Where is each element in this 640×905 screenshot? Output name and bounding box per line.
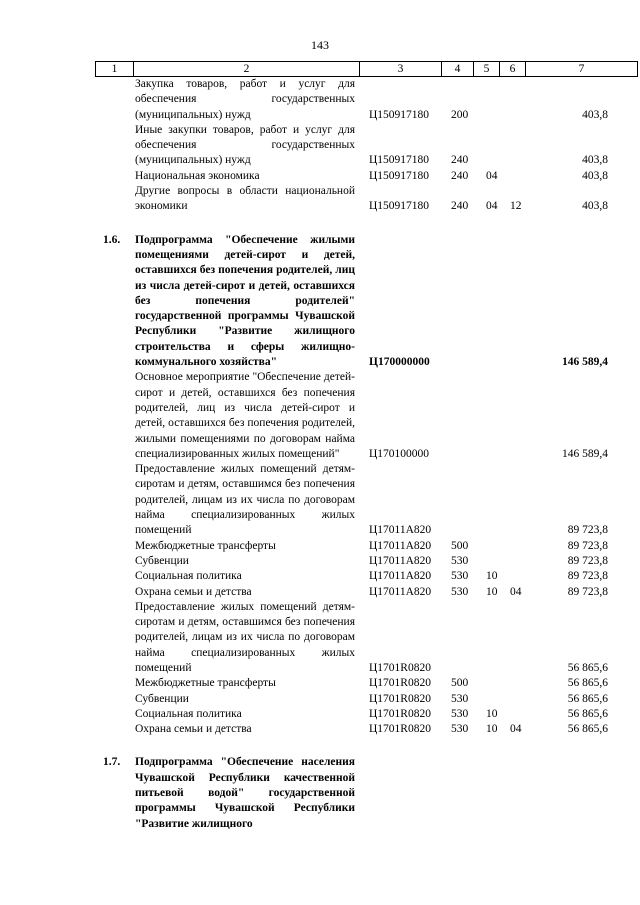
row-amount: 56 865,6 — [567, 661, 608, 674]
row-name: Межбюджетные трансферты — [135, 539, 276, 552]
row-target-code: Ц17011А820 — [369, 524, 432, 537]
table-row — [0, 554, 640, 569]
row-amount: 56 865,6 — [567, 723, 608, 736]
row-name: Социальная политика — [135, 570, 242, 583]
row-amount: 56 865,6 — [567, 677, 608, 690]
table-row — [0, 722, 640, 737]
row-name: Предоставление жилых помещений детям-сиротам и детям, оставшимся без попечения родителей, лицам из их числа по договорам найма специализированных жилых помещений — [135, 463, 355, 537]
row-spacer — [0, 215, 640, 233]
row-name: Подпрограмма "Обеспечение жилыми помещениями детей-сирот и детей, оставшихся без попечения родителей, лиц из числа детей-сирот и детей, оставшихся без попечения родителей" государственной программы Чувашской Республики "Развитие жилищного строительства и сферы жилищно-коммунального хозяйства" — [135, 233, 355, 369]
table-row — [0, 600, 640, 676]
row-name: Основное мероприятие "Обеспечение детей-сирот и детей, оставшихся без попечения родителей, лиц из числа детей-сирот и детей, оставшихся без попечения родителей, жилыми помещениями по договорам найма специализированных жилых помещений" — [135, 371, 355, 460]
row-amount: 89 723,8 — [567, 585, 608, 598]
row-amount: 56 865,6 — [567, 692, 608, 705]
row-amount: 403,8 — [582, 154, 608, 167]
row-name: Субвенции — [135, 692, 189, 705]
table-row — [0, 169, 640, 184]
row-amount: 89 723,8 — [567, 554, 608, 567]
row-expense-type: 500 — [451, 539, 469, 552]
table-row — [0, 692, 640, 707]
header-col-4: 4 — [441, 62, 473, 76]
row-section: 04 — [486, 200, 498, 213]
header-col-5: 5 — [473, 62, 499, 76]
row-name: Межбюджетные трансферты — [135, 677, 276, 690]
row-target-code: Ц17011А820 — [369, 570, 432, 583]
row-amount: 56 865,6 — [567, 707, 608, 720]
row-section: 10 — [486, 707, 498, 720]
row-name: Иные закупки товаров, работ и услуг для обеспечения государственных (муниципальных) нужд — [135, 123, 355, 167]
row-expense-type: 530 — [451, 570, 469, 583]
table-row — [0, 755, 640, 831]
row-name: Охрана семьи и детства — [135, 585, 252, 598]
page-number: 143 — [311, 38, 329, 52]
row-expense-type: 530 — [451, 554, 469, 567]
row-target-code: Ц150917180 — [369, 154, 430, 167]
table-header — [95, 61, 638, 77]
row-amount: 89 723,8 — [567, 539, 608, 552]
row-expense-type: 500 — [451, 677, 469, 690]
row-target-code: Ц17011А820 — [369, 554, 432, 567]
row-expense-type: 240 — [451, 200, 469, 213]
table-row — [0, 539, 640, 554]
row-expense-type: 530 — [451, 723, 469, 736]
row-name: Другие вопросы в области национальной экономики — [135, 185, 355, 213]
header-col-1: 1 — [95, 62, 133, 76]
table-row — [0, 77, 640, 123]
row-target-code: Ц1701R0820 — [369, 661, 431, 674]
row-target-code: Ц150917180 — [369, 108, 430, 121]
row-target-code: Ц170100000 — [369, 447, 430, 460]
row-name: Социальная политика — [135, 707, 242, 720]
row-subsection: 04 — [510, 723, 522, 736]
row-target-code: Ц1701R0820 — [369, 692, 431, 705]
row-name: Предоставление жилых помещений детям-сиротам и детям, оставшимся без попечения родителей, лицам из их числа по договорам найма специализированных жилых помещений — [135, 600, 355, 674]
row-section: 10 — [486, 723, 498, 736]
table-row — [0, 569, 640, 584]
row-name: Субвенции — [135, 554, 189, 567]
header-col-2: 2 — [133, 62, 359, 76]
row-number: 1.7. — [103, 756, 121, 769]
row-name: Национальная экономика — [135, 169, 260, 182]
row-expense-type: 530 — [451, 585, 469, 598]
row-subsection: 12 — [510, 200, 522, 213]
row-number: 1.6. — [103, 233, 121, 246]
row-target-code: Ц150917180 — [369, 200, 430, 213]
row-amount: 146 589,4 — [562, 447, 608, 460]
row-target-code: Ц150917180 — [369, 169, 430, 182]
row-name: Подпрограмма "Обеспечение населения Чувашской Республики качественной питьевой водой" государственной программы Чувашской Республики "Развитие жилищного — [135, 756, 355, 830]
row-expense-type: 530 — [451, 707, 469, 720]
row-target-code: Ц17011А820 — [369, 539, 432, 552]
row-name: Закупка товаров, работ и услуг для обеспечения государственных (муниципальных) нужд — [135, 78, 355, 121]
table-row — [0, 370, 640, 462]
table-row — [0, 676, 640, 691]
table-row — [0, 585, 640, 600]
row-section: 04 — [486, 169, 498, 182]
row-expense-type: 200 — [451, 108, 469, 121]
row-amount: 146 589,4 — [562, 356, 608, 369]
row-spacer — [0, 737, 640, 755]
row-amount: 403,8 — [582, 200, 608, 213]
row-expense-type: 530 — [451, 692, 469, 705]
table-row — [0, 184, 640, 215]
row-amount: 403,8 — [582, 169, 608, 182]
row-expense-type: 240 — [451, 169, 469, 182]
table-row — [0, 707, 640, 722]
row-target-code: Ц170000000 — [369, 356, 430, 369]
row-target-code: Ц1701R0820 — [369, 723, 431, 736]
row-expense-type: 240 — [451, 154, 469, 167]
row-target-code: Ц17011А820 — [369, 585, 432, 598]
row-amount: 403,8 — [582, 108, 608, 121]
header-col-6: 6 — [499, 62, 525, 76]
table-body — [0, 77, 640, 832]
row-amount: 89 723,8 — [567, 524, 608, 537]
header-col-7: 7 — [525, 62, 638, 76]
row-amount: 89 723,8 — [567, 570, 608, 583]
row-section: 10 — [486, 570, 498, 583]
header-col-3: 3 — [359, 62, 441, 76]
row-section: 10 — [486, 585, 498, 598]
table-row — [0, 123, 640, 169]
row-name: Охрана семьи и детства — [135, 723, 252, 736]
row-target-code: Ц1701R0820 — [369, 707, 431, 720]
row-target-code: Ц1701R0820 — [369, 677, 431, 690]
table-row — [0, 233, 640, 371]
table-row — [0, 462, 640, 538]
row-subsection: 04 — [510, 585, 522, 598]
